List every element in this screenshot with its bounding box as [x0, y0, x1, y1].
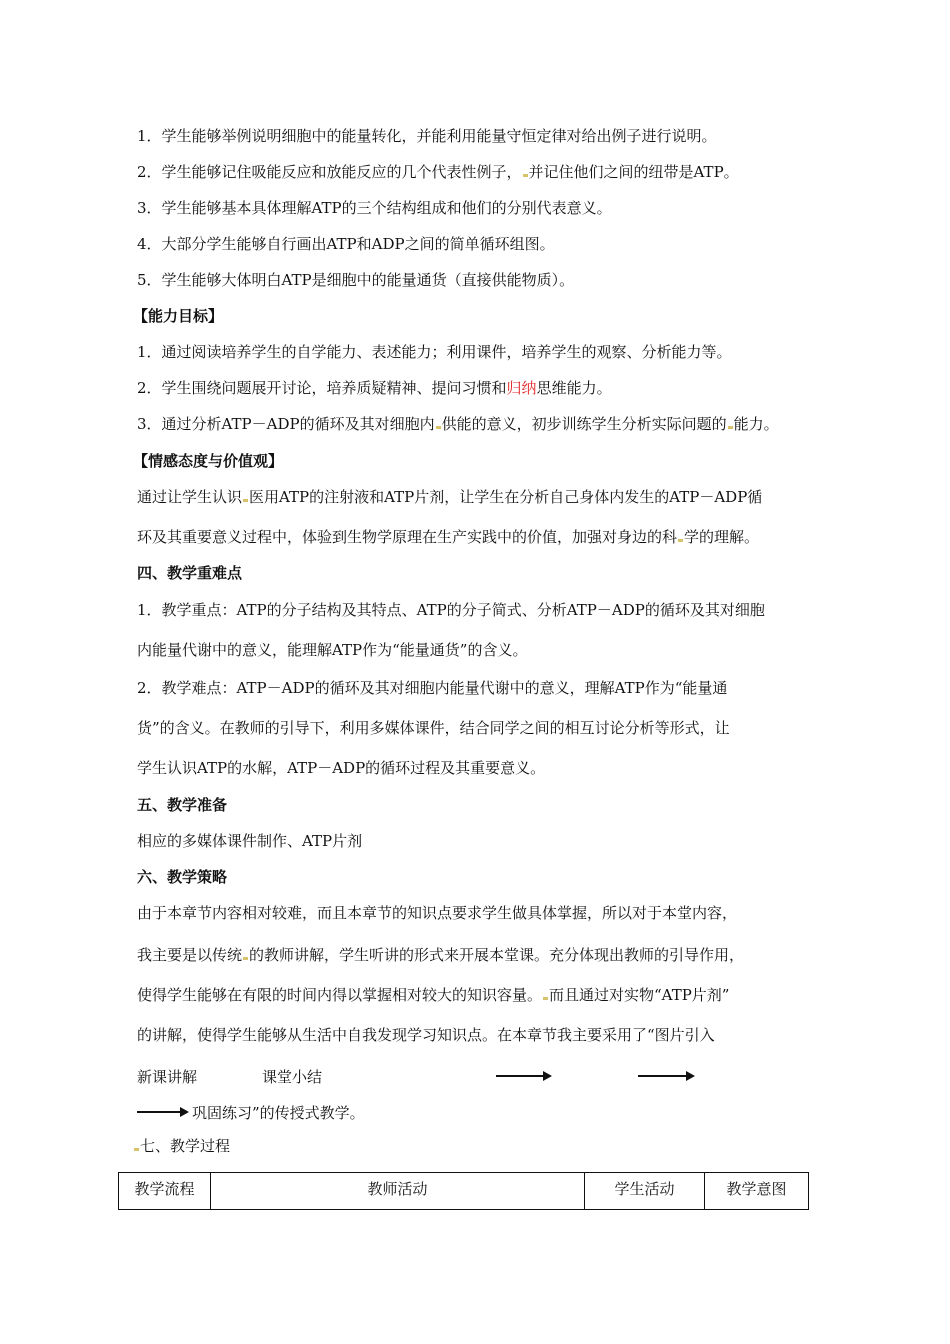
strategy-line-2-part-a: 我主要是以传统	[137, 946, 243, 964]
emotion-heading: 【情感态度与价值观】	[133, 452, 284, 470]
ability-item-2	[137, 378, 612, 398]
flow-arrow-icon	[638, 1075, 693, 1077]
section-5-heading: 五、教学准备	[137, 796, 228, 814]
edit-mark-icon	[678, 539, 683, 542]
preparation-text: 相应的多媒体课件制作、ATP片剂	[137, 832, 363, 850]
difficulty-line-2: 货”的含义。在教师的引导下，利用多媒体课件，结合同学之间的相互讨论分析等形式，让	[137, 719, 730, 737]
knowledge-item-2-part-b: 并记住他们之间的纽带是ATP。	[528, 163, 739, 181]
strategy-step-summary: 课堂小结	[262, 1068, 323, 1086]
difficulty-line-3: 学生认识ATP的水解，ATP－ADP的循环过程及其重要意义。	[137, 759, 546, 777]
knowledge-item-3: 3．学生能够基本具体理解ATP的三个结构组成和他们的分别代表意义。	[137, 199, 612, 217]
emotion-line-1-part-a: 通过让学生认识	[137, 488, 243, 506]
knowledge-item-2	[137, 162, 739, 182]
emotion-line-1	[137, 487, 762, 507]
table-header-row	[119, 1173, 809, 1210]
teaching-process-table	[118, 1172, 809, 1210]
strategy-line-1: 由于本章节内容相对较难，而且本章节的知识点要求学生做具体掌握，所以对于本堂内容，	[137, 904, 738, 922]
key-point-line-1: 1．教学重点：ATP的分子结构及其特点、ATP的分子简式、分析ATP－ADP的循环及其对细胞	[137, 601, 765, 619]
section-7-heading-text: 七、教学过程	[140, 1137, 231, 1155]
ability-item-3-part-c: 能力。	[733, 415, 779, 433]
emotion-line-1-part-b: 医用ATP的注射液和ATP片剂，让学生在分析自己身体内发生的ATP－ADP循	[249, 488, 763, 506]
strategy-line-6: 巩固练习”的传授式教学。	[192, 1104, 365, 1122]
table-header-cell: 教师活动	[211, 1173, 585, 1210]
edit-mark-icon	[436, 426, 441, 429]
table-header-cell: 教学流程	[119, 1173, 211, 1210]
section-7-heading	[133, 1136, 230, 1156]
ability-item-1: 1．通过阅读培养学生的自学能力、表述能力；利用课件，培养学生的观察、分析能力等。	[137, 343, 732, 361]
knowledge-item-5: 5．学生能够大体明白ATP是细胞中的能量通货（直接供能物质）。	[137, 271, 575, 289]
ability-heading: 【能力目标】	[133, 307, 224, 325]
ability-item-3-part-a: 3．通过分析ATP－ADP的循环及其对细胞内	[137, 415, 435, 433]
section-4-heading: 四、教学重难点	[137, 564, 243, 582]
knowledge-item-1: 1．学生能够举例说明细胞中的能量转化，并能利用能量守恒定律对给出例子进行说明。	[137, 127, 717, 145]
emotion-line-2-part-b: 学的理解。	[684, 528, 760, 546]
ability-item-3-part-b: 供能的意义，初步训练学生分析实际问题的	[441, 415, 727, 433]
ability-item-2-pre: 2．学生围绕问题展开讨论，培养质疑精神、提问习惯和	[137, 379, 507, 397]
edit-mark-icon	[243, 499, 248, 502]
strategy-line-2	[137, 945, 744, 965]
edit-mark-icon	[134, 1148, 139, 1151]
flow-arrow-icon	[496, 1075, 550, 1077]
knowledge-item-2-part-a: 2．学生能够记住吸能反应和放能反应的几个代表性例子，	[137, 163, 522, 181]
ability-item-2-post: 思维能力。	[536, 379, 612, 397]
strategy-line-3-part-b: 而且通过对实物“ATP片剂”	[549, 986, 730, 1004]
difficulty-line-1: 2．教学难点：ATP－ADP的循环及其对细胞内能量代谢中的意义，理解ATP作为“能量通	[137, 679, 728, 697]
strategy-line-3	[137, 985, 729, 1005]
ability-item-2-highlight: 归纳	[506, 379, 537, 397]
edit-mark-icon	[243, 957, 248, 960]
key-point-line-2: 内能量代谢中的意义，能理解ATP作为“能量通货”的含义。	[137, 641, 528, 659]
strategy-line-3-part-a: 使得学生能够在有限的时间内得以掌握相对较大的知识容量。	[137, 986, 543, 1004]
flow-arrow-icon	[137, 1111, 187, 1113]
edit-mark-icon	[543, 997, 548, 1000]
strategy-line-2-part-b: 的教师讲解，学生听讲的形式来开展本堂课。充分体现出教师的引导作用，	[249, 946, 745, 964]
emotion-line-2	[137, 527, 759, 547]
section-6-heading: 六、教学策略	[137, 868, 228, 886]
strategy-line-4: 的讲解，使得学生能够从生活中自我发现学习知识点。在本章节我主要采用了“图片引入	[137, 1026, 715, 1044]
knowledge-item-4: 4．大部分学生能够自行画出ATP和ADP之间的简单循环组图。	[137, 235, 555, 253]
table-header-cell: 教学意图	[705, 1173, 809, 1210]
ability-item-3	[137, 414, 779, 434]
edit-mark-icon	[523, 174, 528, 177]
strategy-step-new-lesson: 新课讲解	[137, 1068, 198, 1086]
table-header-cell: 学生活动	[585, 1173, 705, 1210]
emotion-line-2-part-a: 环及其重要意义过程中，体验到生物学原理在生产实践中的价值，加强对身边的科	[137, 528, 678, 546]
edit-mark-icon	[728, 426, 733, 429]
